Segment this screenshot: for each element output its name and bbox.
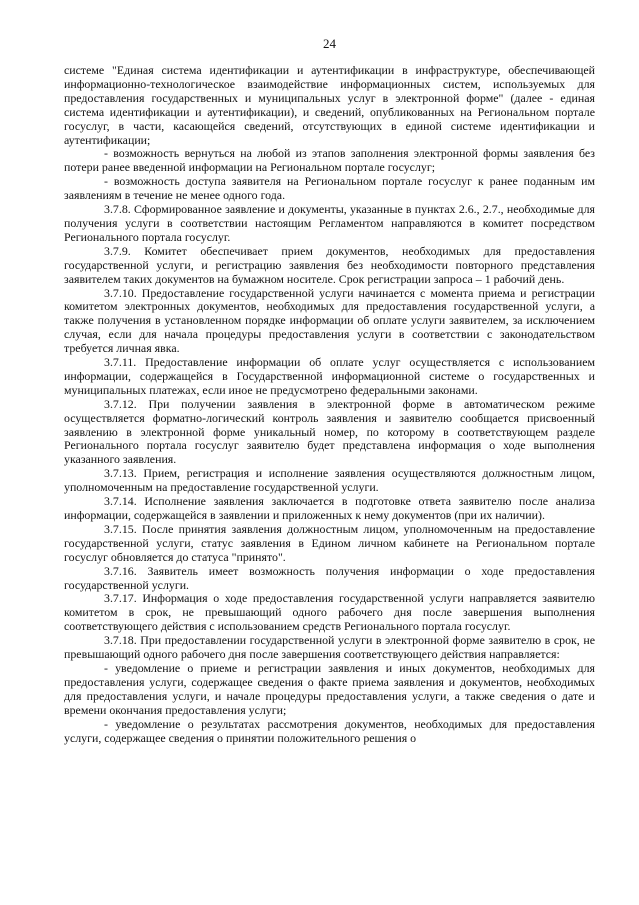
paragraph-3-7-12: 3.7.12. При получении заявления в электронной форме в автоматическом режиме осуществляется форматно-логический контроль заявления и заявителю сообщается присвоенный заявлению в электронной форме уникальный номер, по которому в соответствующем разделе Регионального портала госуслуг заявителю будет представлена информация о ходе выполнения указанного заявления. — [64, 396, 595, 467]
paragraph-3-7-14: 3.7.14. Исполнение заявления заключается в подготовке ответа заявителю после анализа информации, содержащейся в заявлении и приложенных к нему документов (при их наличии). — [64, 494, 595, 522]
paragraph-3-7-13: 3.7.13. Прием, регистрация и исполнение заявления осуществляются должностным лицом, уполномоченным на предоставление государственной услуги. — [64, 466, 595, 495]
paragraph-3-7-16: 3.7.16. Заявитель имеет возможность получения информации о ходе предоставления государственной услуги. — [64, 563, 595, 592]
paragraph-3-7-17: 3.7.17. Информация о ходе предоставления государственной услуги направляется заявителю комитетом в срок, не превышающий одного рабочего дня после завершения выполнения соответствующего действия с использованием средств Регионального портала госуслуг. — [64, 591, 595, 634]
paragraph-3-7-11: 3.7.11. Предоставление информации об оплате услуг осуществляется с использованием информации, содержащейся в Государственной информационной системе о государственных и муниципальных платежах, если иное не предусмотрено федеральными законами. — [64, 355, 595, 397]
paragraph-notice-review-results: - уведомление о результатах рассмотрения документов, необходимых для предоставления услуги, содержащее сведения о принятии положительного решения о — [64, 716, 595, 745]
paragraph-3-7-9: 3.7.9. Комитет обеспечивает прием документов, необходимых для предоставления государственной услуги, и регистрацию заявления без необходимости повторного представления заявителем таких документов на бумажном носителе. Срок регистрации запроса – 1 рабочий день. — [64, 243, 595, 286]
paragraph-3-7-8: 3.7.8. Сформированное заявление и документы, указанные в пунктах 2.6., 2.7., необходимые для получения услуги в соответствии настоящим Регламентом направляются в комитет посредством Регионального портала госуслуг. — [64, 202, 595, 244]
paragraph-return-to-form-step: - возможность вернуться на любой из этапов заполнения электронной формы заявления без потери ранее введенной информации на Региональном портале госуслуг; — [64, 146, 595, 175]
paragraph-3-7-15: 3.7.15. После принятия заявления должностным лицом, уполномоченным на предоставление государственной услуги, статус заявления в Едином личном кабинете на Региональном портале госуслуг обновляется до статуса "принято". — [64, 521, 595, 564]
paragraph-notice-receipt-registration: - уведомление о приеме и регистрации заявления и иных документов, необходимых для предоставления услуги, содержащее сведения о факте приема заявления и документов, необходимых для предоставления услуги, и начале процедуры предоставления услуги, а также сведения о дате и времени окончания предоставления услуги; — [64, 660, 595, 717]
paragraph-unified-identification-system: системе "Единая система идентификации и аутентификации в инфраструктуре, обеспечивающей информационно-технологическое взаимодействие информационных систем, используемых для предоставления государственных и муниципальных услуг в электронной форме" (далее - единая система идентификации и аутентификации), и сведений, опубликованных на Региональном портале госуслуг, в части, касающейся сведений, отсутствующих в единой системе идентификации и аутентификации; — [64, 63, 595, 147]
page-number: 24 — [323, 36, 336, 51]
paragraph-3-7-10: 3.7.10. Предоставление государственной услуги начинается с момента приема и регистрации комитетом электронных документов, необходимых для предоставления государственной услуги, а также получения в установленном порядке информации об оплате услуги заявителем, за исключением случая, если для начала процедуры предоставления услуги в соответствии с законодательством требуется личная явка. — [64, 285, 595, 356]
paragraph-3-7-18: 3.7.18. При предоставлении государственной услуги в электронной форме заявителю в срок, не превышающий одного рабочего дня после завершения соответствующего действия направляется: — [64, 633, 595, 662]
paragraph-access-previous-applications: - возможность доступа заявителя на Региональном портале госуслуг к ранее поданным им заявлениям в течение не менее одного года. — [64, 174, 595, 203]
